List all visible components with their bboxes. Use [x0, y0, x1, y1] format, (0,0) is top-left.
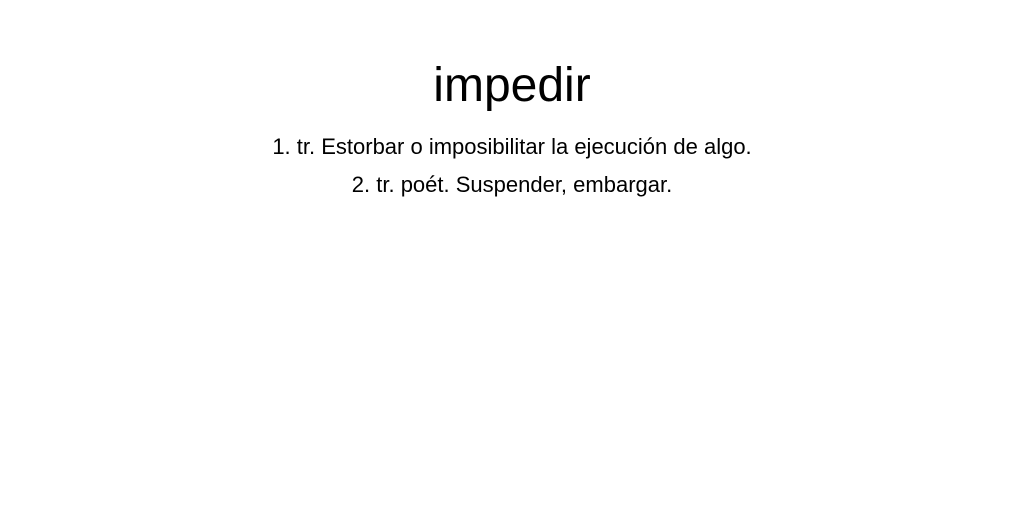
definition-2: 2. tr. poét. Suspender, embargar. — [351, 172, 673, 197]
headword: impedir — [433, 59, 591, 112]
definition-list — [0, 128, 1024, 204]
definition-1: 1. tr. Estorbar o imposibilitar la ejecución de algo. — [272, 134, 752, 159]
